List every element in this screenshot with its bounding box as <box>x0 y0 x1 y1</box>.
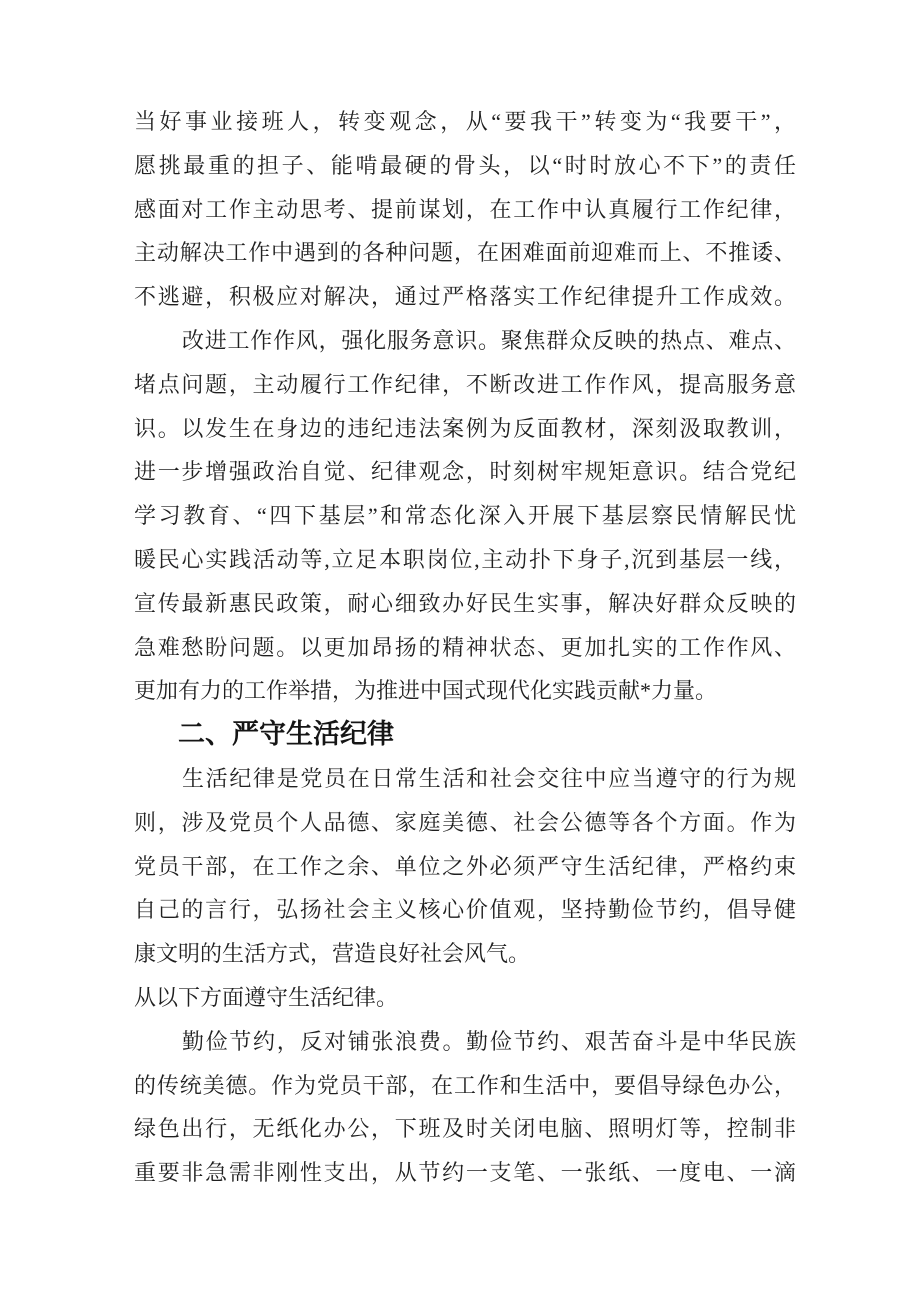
paragraph-start-line: 生活纪律是党员在日常生活和社会交往中应当遵守的行为规 <box>182 765 796 791</box>
text-line: 识。以发生在身边的违纪违法案例为反面教材，深刻汲取教训， <box>134 415 796 441</box>
text-line: 重要非急需非刚性支出，从节约一支笔、一张纸、一度电、一滴 <box>134 1160 796 1186</box>
text-line: 愿挑最重的担子、能啃最硬的骨头，以“时时放心不下”的责任 <box>134 152 797 178</box>
text-line: 宣传最新惠民政策，耐心细致办好民生实事，解决好群众反映的 <box>134 590 796 616</box>
paragraph-start-line: 改进工作作风，强化服务意识。聚焦群众反映的热点、难点、 <box>182 327 796 353</box>
paragraph-end-line: 从以下方面遵守生活纪律。 <box>134 984 399 1010</box>
text-line: 急难愁盼问题。以更加昂扬的精神状态、更加扎实的工作作风、 <box>134 634 796 660</box>
text-line: 当好事业接班人，转变观念，从“要我干”转变为“我要干”， <box>134 109 796 134</box>
text-line: 堵点问题，主动履行工作纪律，不断改进工作作风，提高服务意 <box>134 371 796 397</box>
paragraph-end-line: 康文明的生活方式，营造良好社会风气。 <box>134 941 531 967</box>
text-line: 自己的言行，弘扬社会主义核心价值观，坚持勤俭节约，倡导健 <box>134 897 796 923</box>
section-heading: 二、严守生活纪律 <box>178 719 394 750</box>
paragraph-end-line: 更加有力的工作举措，为推进中国式现代化实践贡献*力量。 <box>134 678 718 704</box>
text-line: 进一步增强政治自觉、纪律观念，时刻树牢规矩意识。结合党纪 <box>134 459 796 485</box>
text-block <box>134 100 796 1195</box>
text-line: 的传统美德。作为党员干部，在工作和生活中，要倡导绿色办公， <box>134 1072 796 1098</box>
text-line: 不逃避，积极应对解决，通过严格落实工作纪律提升工作成效。 <box>134 284 796 310</box>
text-line: 主动解决工作中遇到的各种问题，在困难面前迎难而上、不推诿、 <box>134 240 796 266</box>
text-line: 党员干部，在工作之余、单位之外必须严守生活纪律，严格约束 <box>134 853 796 879</box>
text-line: 学习教育、“四下基层”和常态化深入开展下基层察民情解民忧 <box>134 503 797 529</box>
text-line: 绿色出行，无纸化办公，下班及时关闭电脑、照明灯等，控制非 <box>134 1116 796 1142</box>
text-line: 暖民心实践活动等,立足本职岗位,主动扑下身子,沉到基层一线， <box>134 546 796 572</box>
text-line: 感面对工作主动思考、提前谋划，在工作中认真履行工作纪律， <box>134 196 796 222</box>
paragraph-start-line: 勤俭节约，反对铺张浪费。勤俭节约、艰苦奋斗是中华民族 <box>182 1028 796 1054</box>
text-line: 则，涉及党员个人品德、家庭美德、社会公德等各个方面。作为 <box>134 809 796 835</box>
